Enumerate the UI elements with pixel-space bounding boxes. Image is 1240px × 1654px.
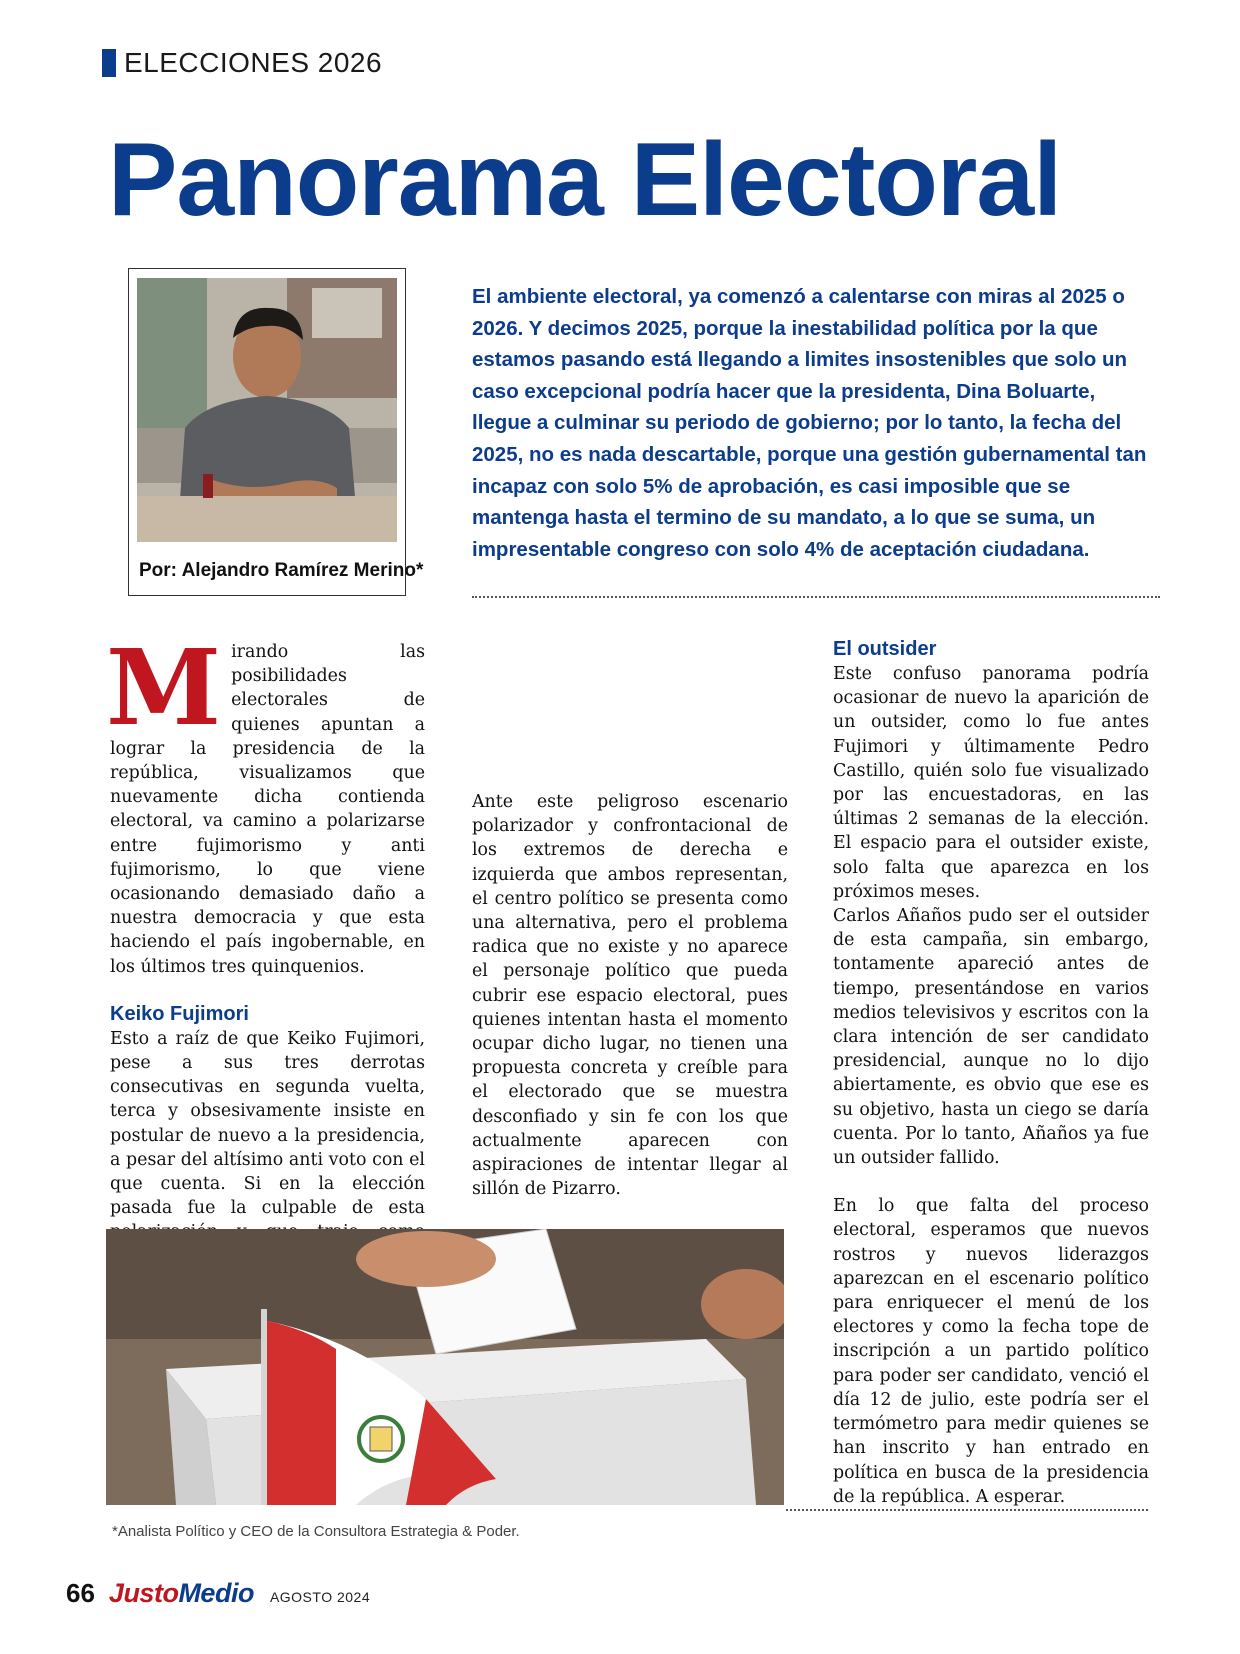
logo-word-medio: Medio — [178, 1578, 254, 1608]
page-footer — [66, 1578, 370, 1618]
magazine-logo — [109, 1578, 254, 1609]
body-paragraph-2: Esto a raíz de que Keiko Fujimori, pese a sus tres derrotas consecutivas en segunda vuelta, terca y obsesivamente insiste en postular de nuevo a la presidencia, a pesar del altísimo anti voto con el que cuenta. Si en la elección pasada fue la culpable de esta — [110, 1028, 425, 1219]
author-portrait-image — [137, 278, 397, 542]
body-paragraph-6: En lo que falta del proceso electoral, esperamos que nuevos rostros y nuevos liderazgos aparezcan en el escenario político para enriquecer el menú de los electores y como la fecha tope de inscripción a un partido político para poder ser candidato, venció el día 12 de julio, este podría ser el termómetro para medir quienes se han inscrito y han entrado en política en busca de la presidencia de la república. A esperar. — [833, 1196, 1149, 1507]
body-paragraph-5: Carlos Añaños pudo ser el outsider de esta campaña, sin embargo, tontamente apareció antes de tiempo, presentándose en varios medios televisivos y escritos con la clara intención de ser candidato presidencial, aunque no lo dijo abiertamente, es obvio que ese es su objetivo, hasta un ciego se daría cuenta. Por lo tanto, Añaños ya fue un outsider fallido. — [833, 906, 1149, 1169]
author-photo-frame — [128, 268, 424, 596]
drop-cap: M — [106, 626, 222, 749]
logo-word-justo: Justo — [108, 1578, 179, 1608]
article-title: Panorama Electoral — [108, 122, 1062, 238]
section-marker-bar — [102, 49, 116, 77]
author-byline: Por: Alejandro Ramírez Merino* — [139, 560, 424, 581]
column-3 — [833, 636, 1149, 1509]
author-footnote: *Analista Político y CEO de la Consultora Estrategia & Poder. — [112, 1523, 520, 1540]
subheading-outsider: El outsider — [833, 638, 937, 660]
column-2 — [472, 640, 788, 1201]
body-paragraph-4: Este confuso panorama podría ocasionar de nuevo la aparición de un outsider, como lo fue antes Fujimori y últimamente Pedro Castillo, quién solo fue visualizado por las encuestadoras, en las últimas 2 semanas de la elección. El espacio para el outsider existe, solo falta que aparezca en los próximos meses. — [833, 664, 1149, 902]
body-paragraph-3: Ante este peligroso escenario polarizador y confrontacional de los extremos de derecha e izquierda que ambos representan, el centro político se presenta como una alternativa, pero el problema radica que no existe y no aparece el personaje político que pueda cubrir ese espacio electoral, pues quienes intentan hasta el momento ocupar dicho lugar, no tienen una propuesta concreta y creíble para el electorado que se muestra desconfiado y sin fe con los que actualmente aparecen con aspiraciones de intentar llegar al sillón de Pizarro. — [472, 792, 788, 1200]
issue-date: AGOSTO 2024 — [269, 1589, 371, 1605]
dotted-divider-bottom — [786, 1509, 1148, 1511]
section-label: ELECCIONES 2026 — [124, 47, 383, 78]
section-tag — [102, 48, 382, 78]
lead-paragraph: El ambiente electoral, ya comenzó a calentarse con miras al 2025 o 2026. Y decimos 2025, porque la inestabilidad política por la que estamos pasando está llegando a limites insostenibles que solo un caso excepcional podría hacer que la presidenta, Dina Boluarte, llegue a culminar su periodo de gobierno; por lo tanto, la fecha del 2025, no es nada descartable, porque una gestión gubernamental tan incapaz con solo 5% de aprobación, es casi imposible que se mantenga hasta el termino de su mandato, a lo que se suma, un impresentable congreso con solo 4% de aceptación ciudadana. — [472, 285, 1147, 561]
dotted-divider-top — [472, 596, 1160, 598]
page-number: 66 — [66, 1578, 95, 1608]
subheading-keiko: Keiko Fujimori — [110, 1002, 249, 1025]
ballot-box-image — [106, 1229, 784, 1505]
body-paragraph-1: irando las posibilidades electorales de quienes apuntan a lograr la presidencia de la república, visualizamos que nuevamente dicha contienda electoral, va camino a polarizarse entre fujimorismo y anti fujimorismo, lo que viene ocasionando demasiado daño a nuestra democracia y que esta haciendo el país ingobernable, en los últimos tres quinquenios. — [110, 642, 425, 977]
